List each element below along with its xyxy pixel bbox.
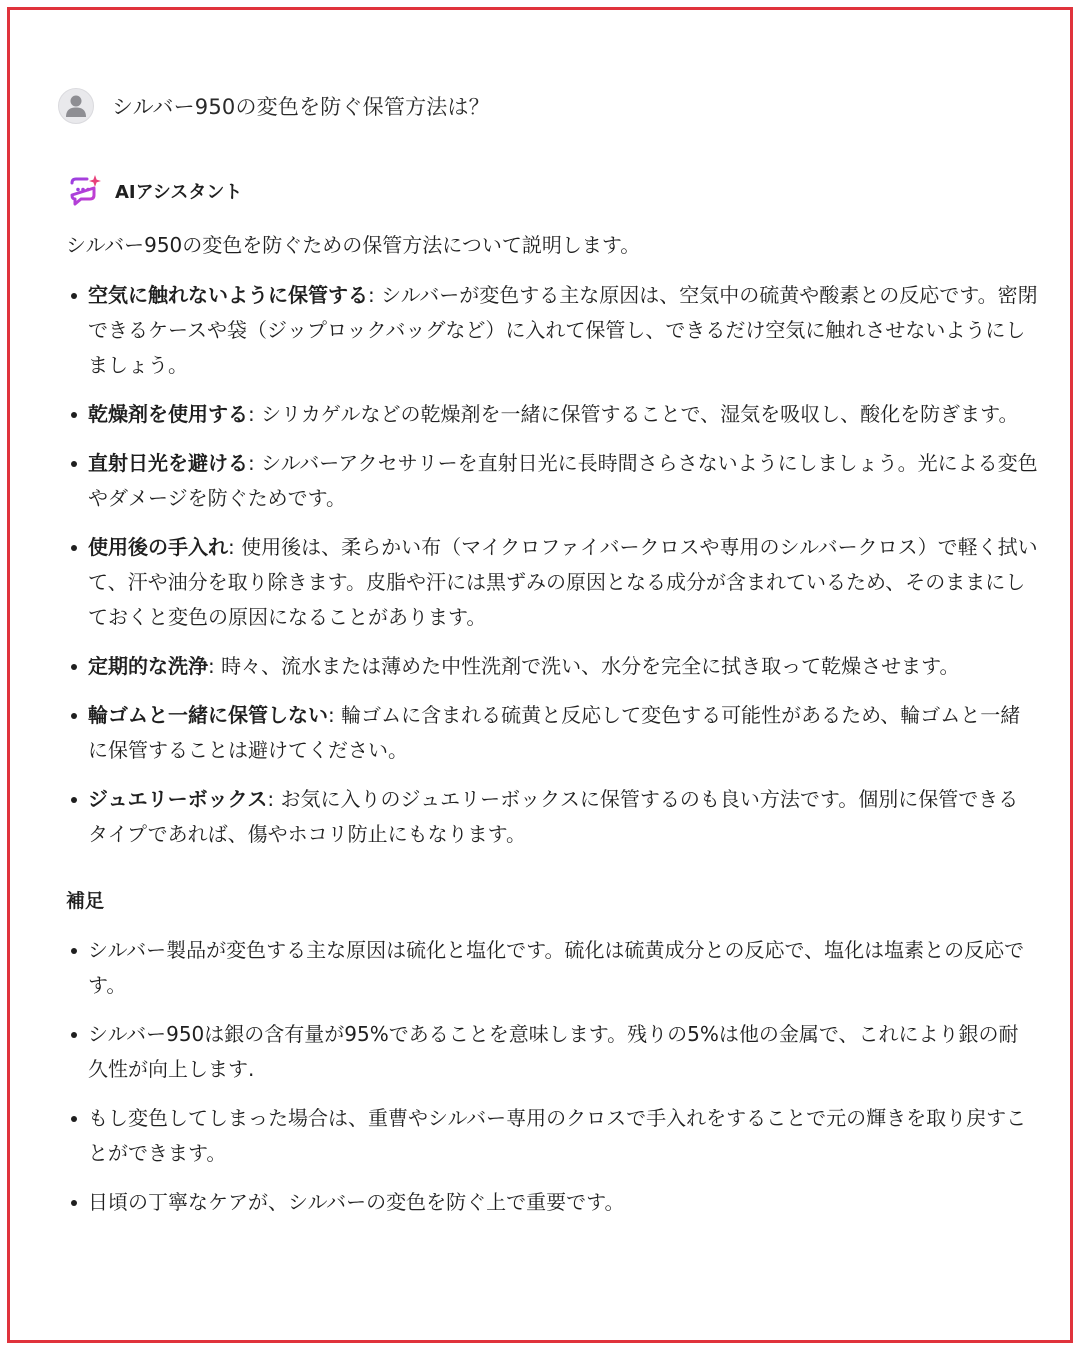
person-icon	[65, 94, 87, 118]
tip-body: : 時々、流水または薄めた中性洗剤で洗い、水分を完全に拭き取って乾燥させます。	[208, 654, 960, 678]
list-item	[58, 782, 1038, 852]
assistant-header	[67, 174, 1048, 208]
list-item: シルバー950は銀の含有量が95%であることを意味します。残りの5%は他の金属で、これにより銀の耐久性が向上します.	[58, 1017, 1038, 1087]
user-question-text: シルバー950の変色を防ぐ保管方法は？	[112, 95, 490, 119]
notes-list	[58, 933, 1048, 1220]
tip-body: : 輪ゴムに含まれる硫黄と反応して変色する可能性があるため、輪ゴムと一緒に保管することは避けてください。	[88, 703, 1021, 762]
tip-body: : シリカゲルなどの乾燥剤を一緒に保管することで、湿気を吸収し、酸化を防ぎます。	[248, 402, 1019, 426]
list-item	[58, 397, 1038, 432]
list-item: もし変色してしまった場合は、重曹やシルバー専用のクロスで手入れをすることで元の輝きを取り戻すことができます。	[58, 1101, 1038, 1171]
list-item: シルバー製品が変色する主な原因は硫化と塩化です。硫化は硫黄成分との反応で、塩化は塩素との反応です。	[58, 933, 1038, 1003]
tip-title: 空気に触れないように保管する	[88, 283, 368, 307]
list-item	[58, 649, 1038, 684]
tip-body: : シルバーが変色する主な原因は、空気中の硫黄や酸素との反応です。密閉できるケースや袋（ジップロックバッグなど）に入れて保管し、できるだけ空気に触れさせないようにしましょう。	[88, 283, 1038, 377]
list-item	[58, 446, 1038, 516]
assistant-name: AIアシスタント	[115, 182, 243, 203]
list-item	[58, 530, 1038, 635]
tip-title: 使用後の手入れ	[88, 535, 228, 559]
tip-body: : シルバーアクセサリーを直射日光に長時間さらさないようにしましょう。光による変色やダメージを防ぐためです。	[88, 451, 1038, 510]
notes-heading: 補足	[66, 890, 105, 912]
tip-body: : お気に入りのジュエリーボックスに保管するのも良い方法です。個別に保管できるタイプであれば、傷やホコリ防止にもなります。	[88, 787, 1019, 846]
list-item: 日頃の丁寧なケアが、シルバーの変色を防ぐ上で重要です。	[58, 1185, 1038, 1220]
list-item	[58, 278, 1038, 383]
tip-title: 輪ゴムと一緒に保管しない	[88, 703, 328, 727]
tip-title: 直射日光を避ける	[88, 451, 248, 475]
tip-body: : 使用後は、柔らかい布（マイクロファイバークロスや専用のシルバークロス）で軽く拭いて、汗や油分を取り除きます。皮脂や汗には黒ずみの原因となる成分が含まれているため、そのままにしておくと変色の原因になることがあります。	[88, 535, 1038, 629]
tips-list	[58, 278, 1048, 852]
user-avatar	[58, 88, 94, 124]
assistant-intro: シルバー950の変色を防ぐための保管方法について説明します。	[66, 233, 641, 257]
tip-title: ジュエリーボックス	[88, 787, 268, 811]
screenshot-frame	[7, 7, 1073, 1343]
tip-title: 定期的な洗浄	[88, 654, 208, 678]
tip-title: 乾燥剤を使用する	[88, 402, 248, 426]
chat-thread	[58, 86, 1048, 1234]
user-message	[58, 86, 1048, 126]
ai-chat-sparkle-icon	[67, 174, 103, 208]
list-item	[58, 698, 1038, 768]
